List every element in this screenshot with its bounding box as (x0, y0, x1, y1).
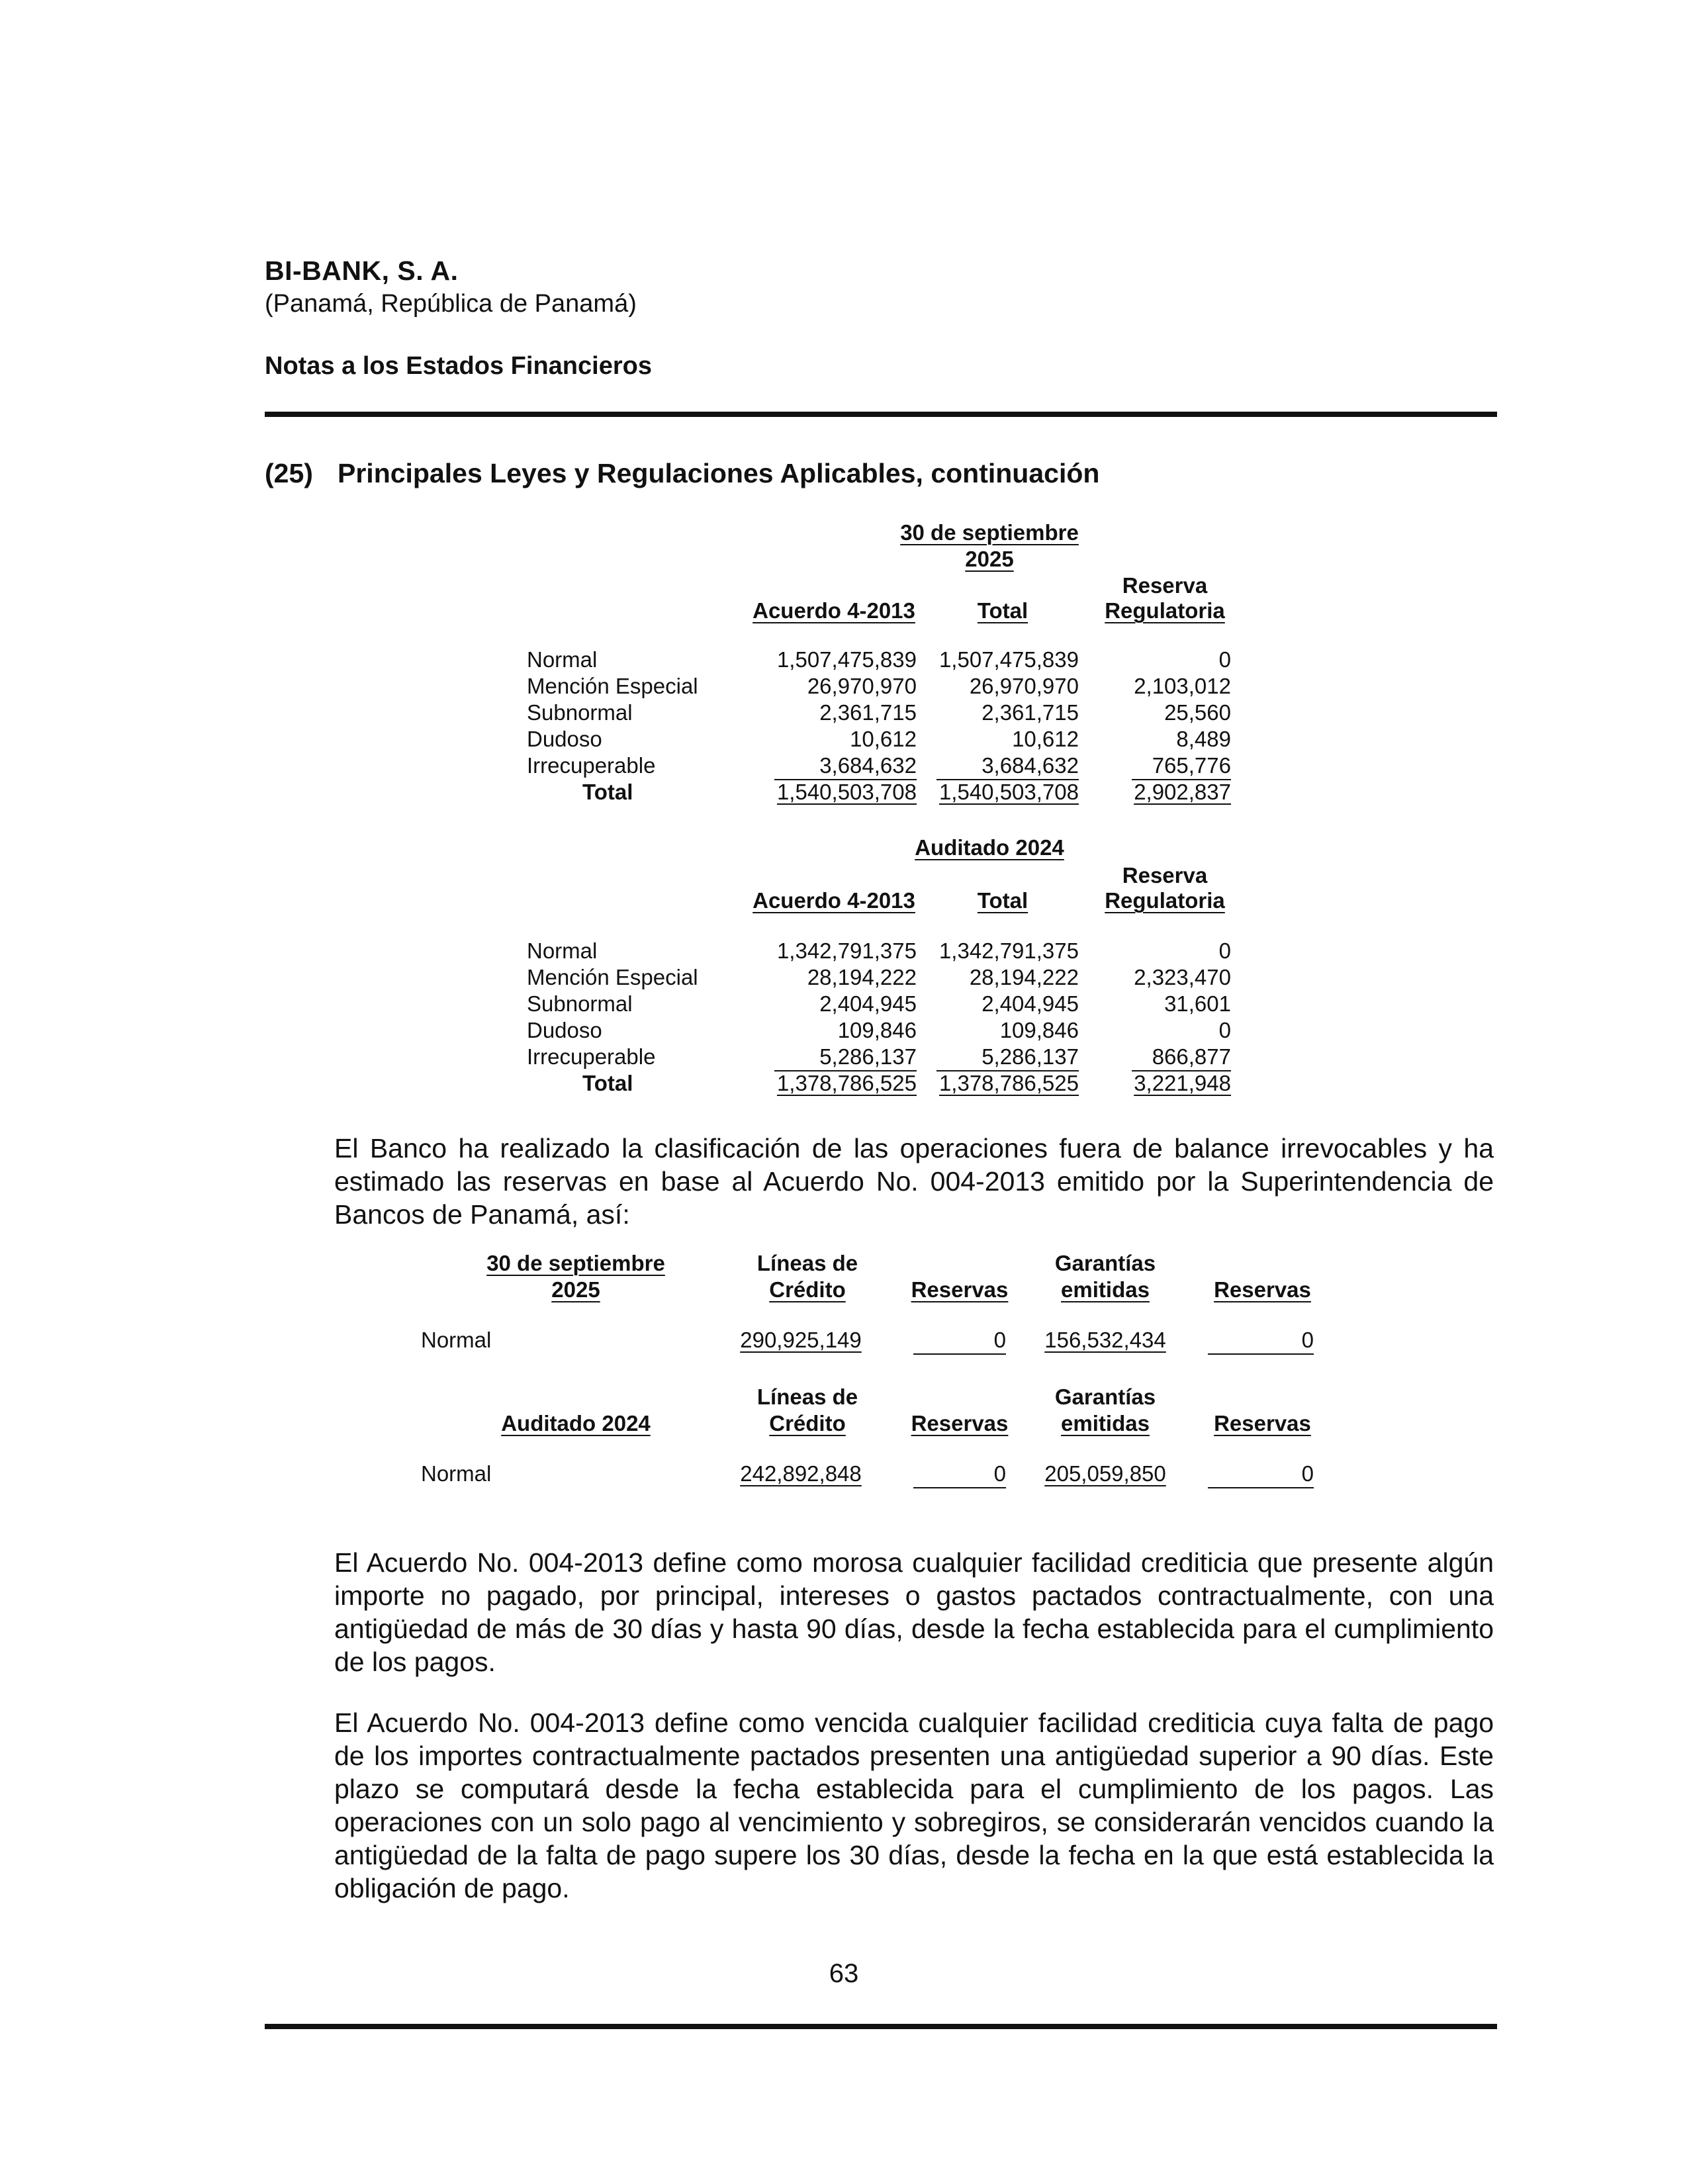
cell-acuerdo: 2,361,715 (819, 700, 917, 725)
row-label: Normal (421, 1328, 492, 1352)
table3-period-line1: 30 de septiembre (486, 1251, 665, 1275)
table1-reserva-header-line1: Reserva (1122, 573, 1208, 598)
section-heading (265, 458, 1099, 489)
table4-lineas-header-line1: Líneas de (756, 1385, 858, 1409)
cell-total: 109,846 (999, 1018, 1079, 1042)
document-title: Notas a los Estados Financieros (265, 352, 652, 380)
table3-lineas-header-line2: Crédito (769, 1277, 846, 1302)
table1-acuerdo-header: Acuerdo 4-2013 (753, 598, 915, 623)
table4-reservas-header: Reservas (911, 1411, 1009, 1435)
cell-lineas: 290,925,149 (740, 1328, 862, 1352)
row-label: Dudoso (527, 727, 602, 751)
cell-total: 3,684,632 (936, 753, 1079, 780)
cell-reserva: 0 (1218, 1018, 1231, 1042)
paragraph-morosa: El Acuerdo No. 004-2013 define como morosa cualquier facilidad crediticia que presente algún importe no pagado, por principal, intereses o gastos pactados contractualmente, con una antigüedad de más de 30 días y hasta 90 días, desde la fecha establecida para el cumplimiento de los pagos. (334, 1547, 1494, 1677)
row-label: Irrecuperable (527, 753, 656, 778)
table4-garantias-header-line1: Garantías (1054, 1385, 1156, 1409)
section-title: Principales Leyes y Regulaciones Aplicables, continuación (338, 458, 1100, 488)
table3-reservas-header: Reservas (911, 1277, 1009, 1302)
cell-garantias: 156,532,434 (1044, 1328, 1166, 1352)
cell-reservas2: 0 (1208, 1328, 1314, 1355)
table1-period-line1: 30 de septiembre (900, 520, 1079, 545)
cell-reservas: 0 (913, 1461, 1006, 1488)
cell-total: 1,507,475,839 (938, 647, 1079, 672)
total-acuerdo: 1,540,503,708 (776, 780, 917, 804)
cell-reserva: 31,601 (1164, 991, 1231, 1016)
cell-reservas: 0 (913, 1328, 1006, 1355)
table2-acuerdo-header: Acuerdo 4-2013 (753, 888, 915, 913)
total-reserva: 3,221,948 (1134, 1071, 1231, 1095)
section-number: (25) (265, 458, 313, 488)
cell-acuerdo: 3,684,632 (774, 753, 917, 780)
total-acuerdo: 1,378,786,525 (776, 1071, 917, 1095)
cell-lineas: 242,892,848 (740, 1461, 862, 1486)
row-label: Subnormal (527, 991, 633, 1016)
cell-reserva: 0 (1218, 938, 1231, 963)
table3-garantias-header-line1: Garantías (1054, 1251, 1156, 1275)
total-total: 1,540,503,708 (938, 780, 1079, 804)
cell-reserva: 8,489 (1176, 727, 1231, 751)
cell-reserva: 765,776 (1132, 753, 1231, 780)
table3-garantias-header-line2: emitidas (1061, 1277, 1150, 1302)
cell-total: 1,342,791,375 (938, 938, 1079, 963)
cell-acuerdo: 26,970,970 (807, 674, 917, 698)
paragraph-off-balance: El Banco ha realizado la clasificación de las operaciones fuera de balance irrevocables y ha estimado las reservas en base al Acuerdo No. 004-2013 emitido por la Superintendencia de Bancos de Panamá, así: (334, 1133, 1494, 1230)
table4-period: Auditado 2024 (501, 1411, 651, 1435)
cell-reserva: 0 (1218, 647, 1231, 672)
company-location: (Panamá, República de Panamá) (265, 290, 637, 318)
total-label: Total (582, 780, 633, 804)
cell-acuerdo: 1,342,791,375 (776, 938, 917, 963)
table2-period: Auditado 2024 (915, 835, 1064, 860)
cell-garantias: 205,059,850 (1044, 1461, 1166, 1486)
row-label: Subnormal (527, 700, 633, 725)
row-label: Mención Especial (527, 674, 698, 698)
row-label: Dudoso (527, 1018, 602, 1042)
table1-reserva-header-line2: Regulatoria (1105, 598, 1225, 623)
company-name: BI-BANK, S. A. (265, 255, 459, 286)
table1-total-header: Total (977, 598, 1028, 623)
table3-reservas2-header: Reservas (1214, 1277, 1311, 1302)
cell-total: 2,404,945 (981, 991, 1079, 1016)
cell-reserva: 2,103,012 (1134, 674, 1231, 698)
table4-lineas-header-line2: Crédito (769, 1411, 846, 1435)
cell-total: 26,970,970 (969, 674, 1079, 698)
cell-total: 2,361,715 (981, 700, 1079, 725)
cell-reserva: 866,877 (1132, 1044, 1231, 1071)
cell-acuerdo: 1,507,475,839 (776, 647, 917, 672)
table3-lineas-header-line1: Líneas de (756, 1251, 858, 1275)
cell-total: 10,612 (1012, 727, 1079, 751)
table4-reservas2-header: Reservas (1214, 1411, 1311, 1435)
header-rule (265, 412, 1497, 417)
table3-period-line2: 2025 (551, 1277, 600, 1302)
row-label: Normal (527, 938, 598, 963)
table4-garantias-header-line2: emitidas (1061, 1411, 1150, 1435)
page-number: 63 (829, 1959, 859, 1988)
total-reserva: 2,902,837 (1134, 780, 1231, 804)
row-label: Normal (527, 647, 598, 672)
cell-acuerdo: 10,612 (850, 727, 917, 751)
footer-rule (265, 2024, 1497, 2029)
cell-acuerdo: 2,404,945 (819, 991, 917, 1016)
cell-reservas2: 0 (1208, 1461, 1314, 1488)
cell-total: 28,194,222 (969, 965, 1079, 989)
row-label: Mención Especial (527, 965, 698, 989)
table2-total-header: Total (977, 888, 1028, 913)
cell-total: 5,286,137 (936, 1044, 1079, 1071)
total-label: Total (582, 1071, 633, 1095)
cell-acuerdo: 28,194,222 (807, 965, 917, 989)
row-label: Irrecuperable (527, 1044, 656, 1069)
total-total: 1,378,786,525 (938, 1071, 1079, 1095)
cell-acuerdo: 109,846 (837, 1018, 917, 1042)
table2-reserva-header-line1: Reserva (1122, 863, 1208, 887)
cell-acuerdo: 5,286,137 (774, 1044, 917, 1071)
cell-reserva: 25,560 (1164, 700, 1231, 725)
cell-reserva: 2,323,470 (1134, 965, 1231, 989)
row-label: Normal (421, 1461, 492, 1486)
table1-period-line2: 2025 (965, 547, 1014, 571)
paragraph-vencida: El Acuerdo No. 004-2013 define como vencida cualquier facilidad crediticia cuya falta de pago de los importes contractualmente pactados presenten una antigüedad superior a 90 días. Este plazo se computará desde la fecha establecida para el cumplimiento de los pagos. Las operaciones con un solo pago al vencimiento y sobregiros, se considerarán vencidos cuando la antigüedad de la falta de pago supere los 30 días, desde la fecha en la que está establecida la obligación de pago. (334, 1707, 1494, 1903)
table2-reserva-header-line2: Regulatoria (1105, 888, 1225, 913)
